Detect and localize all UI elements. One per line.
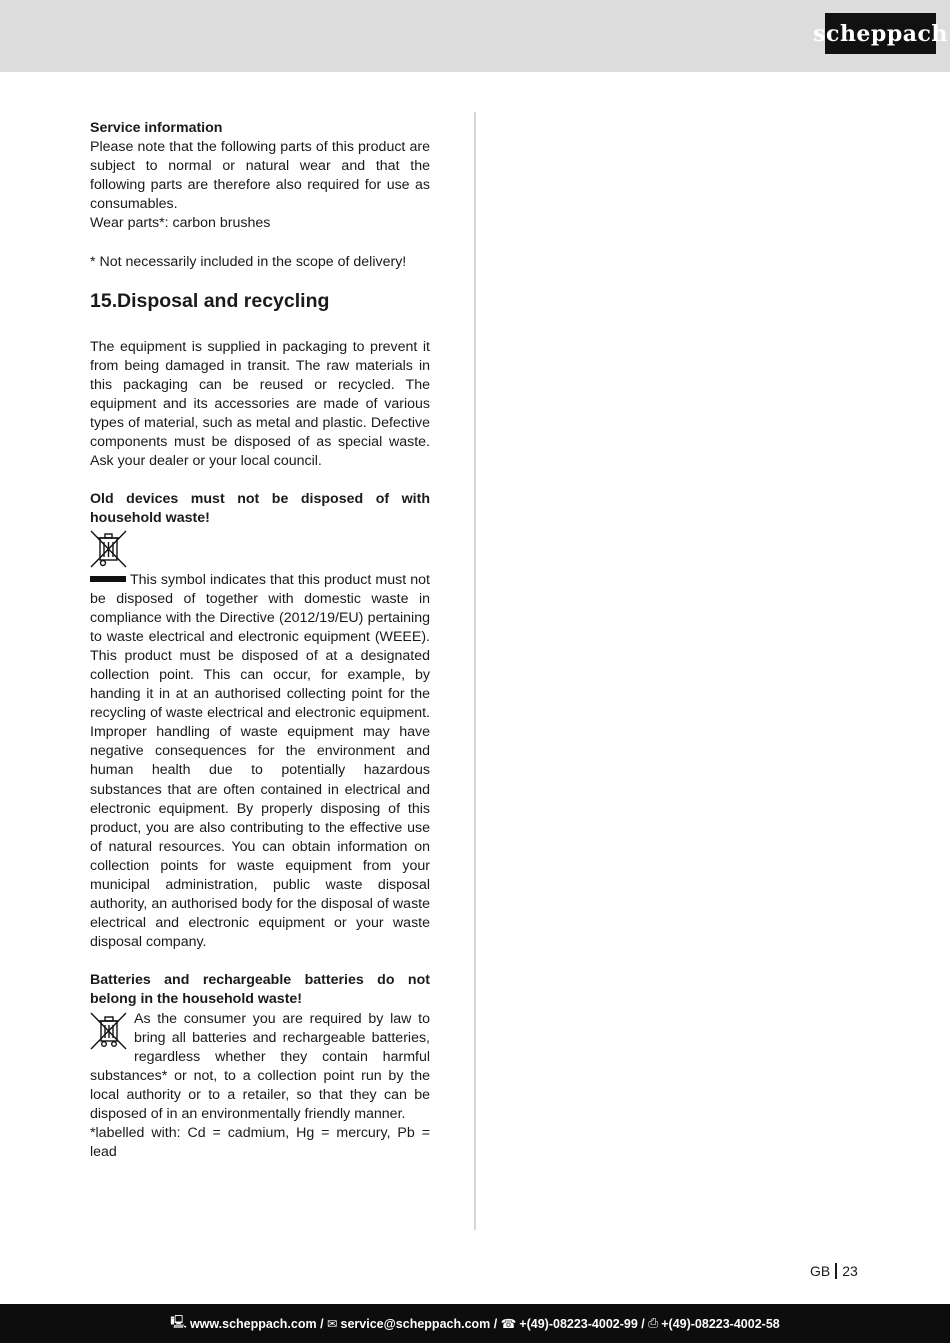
- batteries-body: As the consumer you are required by law to bring all batteries and rechargeable batteries, regardless whether they contain harmful substances* or not, to a collection point run by the local authority or to a retailer, so that they can be disposed of in an environmentally friendly manner.: [90, 1010, 430, 1123]
- page-num: 23: [842, 1263, 858, 1279]
- wear-parts: Wear parts*: carbon brushes: [90, 215, 271, 232]
- disposal-intro: The equipment is supplied in packaging to prevent it from being damaged in transit. The raw materials in this packaging can be reused or recycled. The equipment and its accessories are made of various types of material, such as metal and plastic. Defective components must be disposed of as special waste. Ask your dealer or your local council.: [90, 338, 430, 470]
- page-number: [810, 1263, 858, 1279]
- batteries-title: Batteries and rechargeable batteries do not belong in the household waste!: [90, 972, 430, 1008]
- footer-phone: +(49)-08223-4002-99 /: [519, 1316, 645, 1331]
- scheppach-logo: scheppach: [825, 13, 936, 54]
- fax-icon: ⎙: [648, 1316, 659, 1330]
- column-divider: [474, 112, 476, 1230]
- page-header: [0, 0, 950, 72]
- phone-icon: ☎: [500, 1317, 517, 1331]
- footer-fax: +(49)-08223-4002-58: [661, 1316, 780, 1331]
- crossed-out-battery-bin-icon: [90, 1010, 128, 1052]
- mail-icon: ✉: [327, 1317, 338, 1331]
- page-footer: [0, 1304, 950, 1343]
- old-devices-body-wrapper: [90, 571, 430, 953]
- batteries-label-note: *labelled with: Cd = cadmium, Hg = mercury, Pb = lead: [90, 1125, 430, 1161]
- section-heading: [90, 289, 430, 313]
- old-devices-body: This symbol indicates that this product must not be disposed of together with domestic waste in compliance with the Directive (2012/19/EU) pertaining to waste electrical and electronic equipment (WEEE). This product must be disposed of at a designated collection point. This can occur, for example, by handing it in at an authorised collecting point for the recycling of waste electrical and electronic equipment. Improper handling of waste equipment may have negative consequences for the environment and human health due to potentially hazardous substances that are often contained in electrical and electronic equipment. By properly disposing of this product, you are also contributing to the effective use of natural resources. You can obtain information on collection points for waste equipment from your municipal administration, public waste disposal authority, an authorised body for the disposal of waste electrical and electronic equipment or your waste disposal company.: [90, 571, 430, 951]
- footer-email[interactable]: service@scheppach.com /: [340, 1316, 498, 1331]
- section-number: 15.: [90, 289, 118, 312]
- crossed-out-wheelie-bin-icon: [90, 529, 128, 569]
- computer-icon: 🖳: [170, 1315, 187, 1329]
- service-body: Please note that the following parts of this product are subject to normal or natural wear and that the following parts are therefore also required for use as consumables.: [90, 139, 430, 213]
- section-title: Disposal and recycling: [117, 289, 330, 312]
- footer-web[interactable]: www.scheppach.com /: [189, 1316, 324, 1331]
- old-devices-title: Old devices must not be disposed of with household waste!: [90, 491, 430, 527]
- left-column: [90, 119, 430, 1162]
- service-footnote: * Not necessarily included in the scope of delivery!: [90, 253, 407, 270]
- weee-underline-bar: [90, 576, 126, 582]
- page-lang: GB: [810, 1263, 831, 1279]
- service-title: Service information: [90, 120, 223, 136]
